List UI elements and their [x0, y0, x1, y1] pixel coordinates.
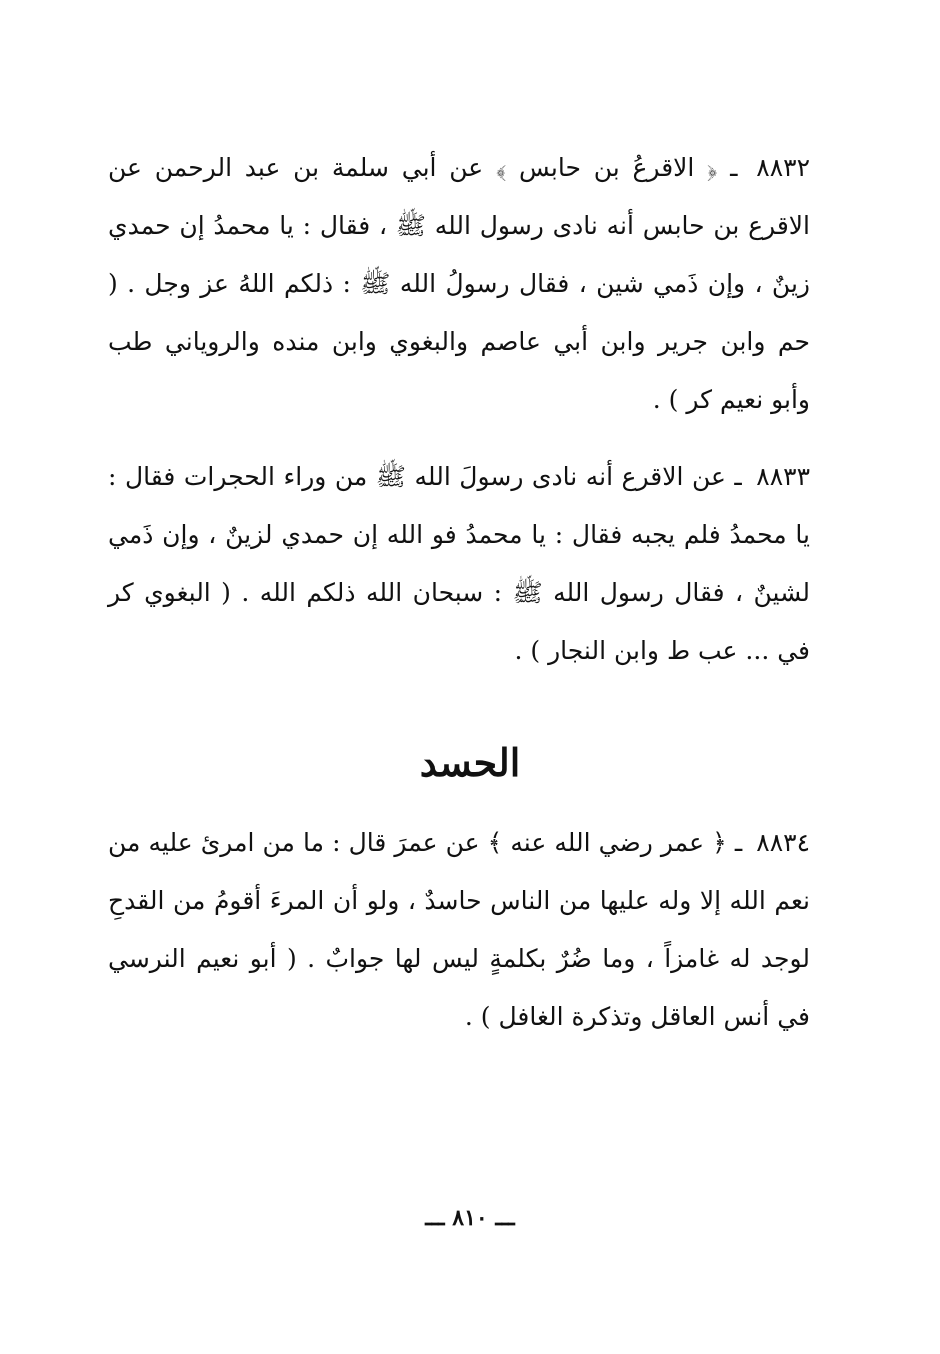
hadith-8834	[108, 814, 810, 1046]
page-number: ـــ ٨١٠ ـــ	[425, 1205, 515, 1231]
hadith-8833	[108, 448, 810, 680]
hadith-number: ٨٨٣٢	[756, 153, 810, 182]
hadith-text: ـ ﴿ عمر رضي الله عنه ﴾ عن عمرَ قال : ما من امرئ عليه من نعم الله إلا وله عليها من الناس حاسدٌ ، ولو أن المرءَ أقومُ من القدحِ لوجد له غامزاً ، وما ضُرٌ بكلمةٍ ليس لها جوابٌ . ( أبو نعيم النرسي في أنس العاقل وتذكرة الغافل ) .	[108, 828, 810, 1031]
hadith-text: ـ عن الاقرع أنه نادى رسولَ الله ﷺ من وراء الحجرات فقال : يا محمدُ فلم يجبه فقال : يا محمدُ فو الله إن حمدي لزينٌ ، وإن ذَمي لشينٌ ، فقال رسول الله ﷺ : سبحان الله ذلكم الله . ( البغوي كر في ... عب ط وابن النجار ) .	[108, 462, 810, 665]
section-heading: الحسد	[419, 740, 521, 785]
hadith-number: ٨٨٣٤	[756, 828, 810, 857]
hadith-8832	[108, 139, 810, 429]
hadith-text: ـ ﴿ الاقرعُ بن حابس ﴾ عن أبي سلمة بن عبد الرحمن عن الاقرع بن حابس أنه نادى رسول الله ﷺ ، فقال : يا محمدُ إن حمدي زينٌ ، وإن ذَمي شين ، فقال رسولُ الله ﷺ : ذلكم اللهُ عز وجل . ( حم وابن جرير وابن أبي عاصم والبغوي وابن منده والروياني طب وأبو نعيم كر ) .	[108, 153, 810, 414]
hadith-number: ٨٨٣٣	[756, 462, 810, 491]
